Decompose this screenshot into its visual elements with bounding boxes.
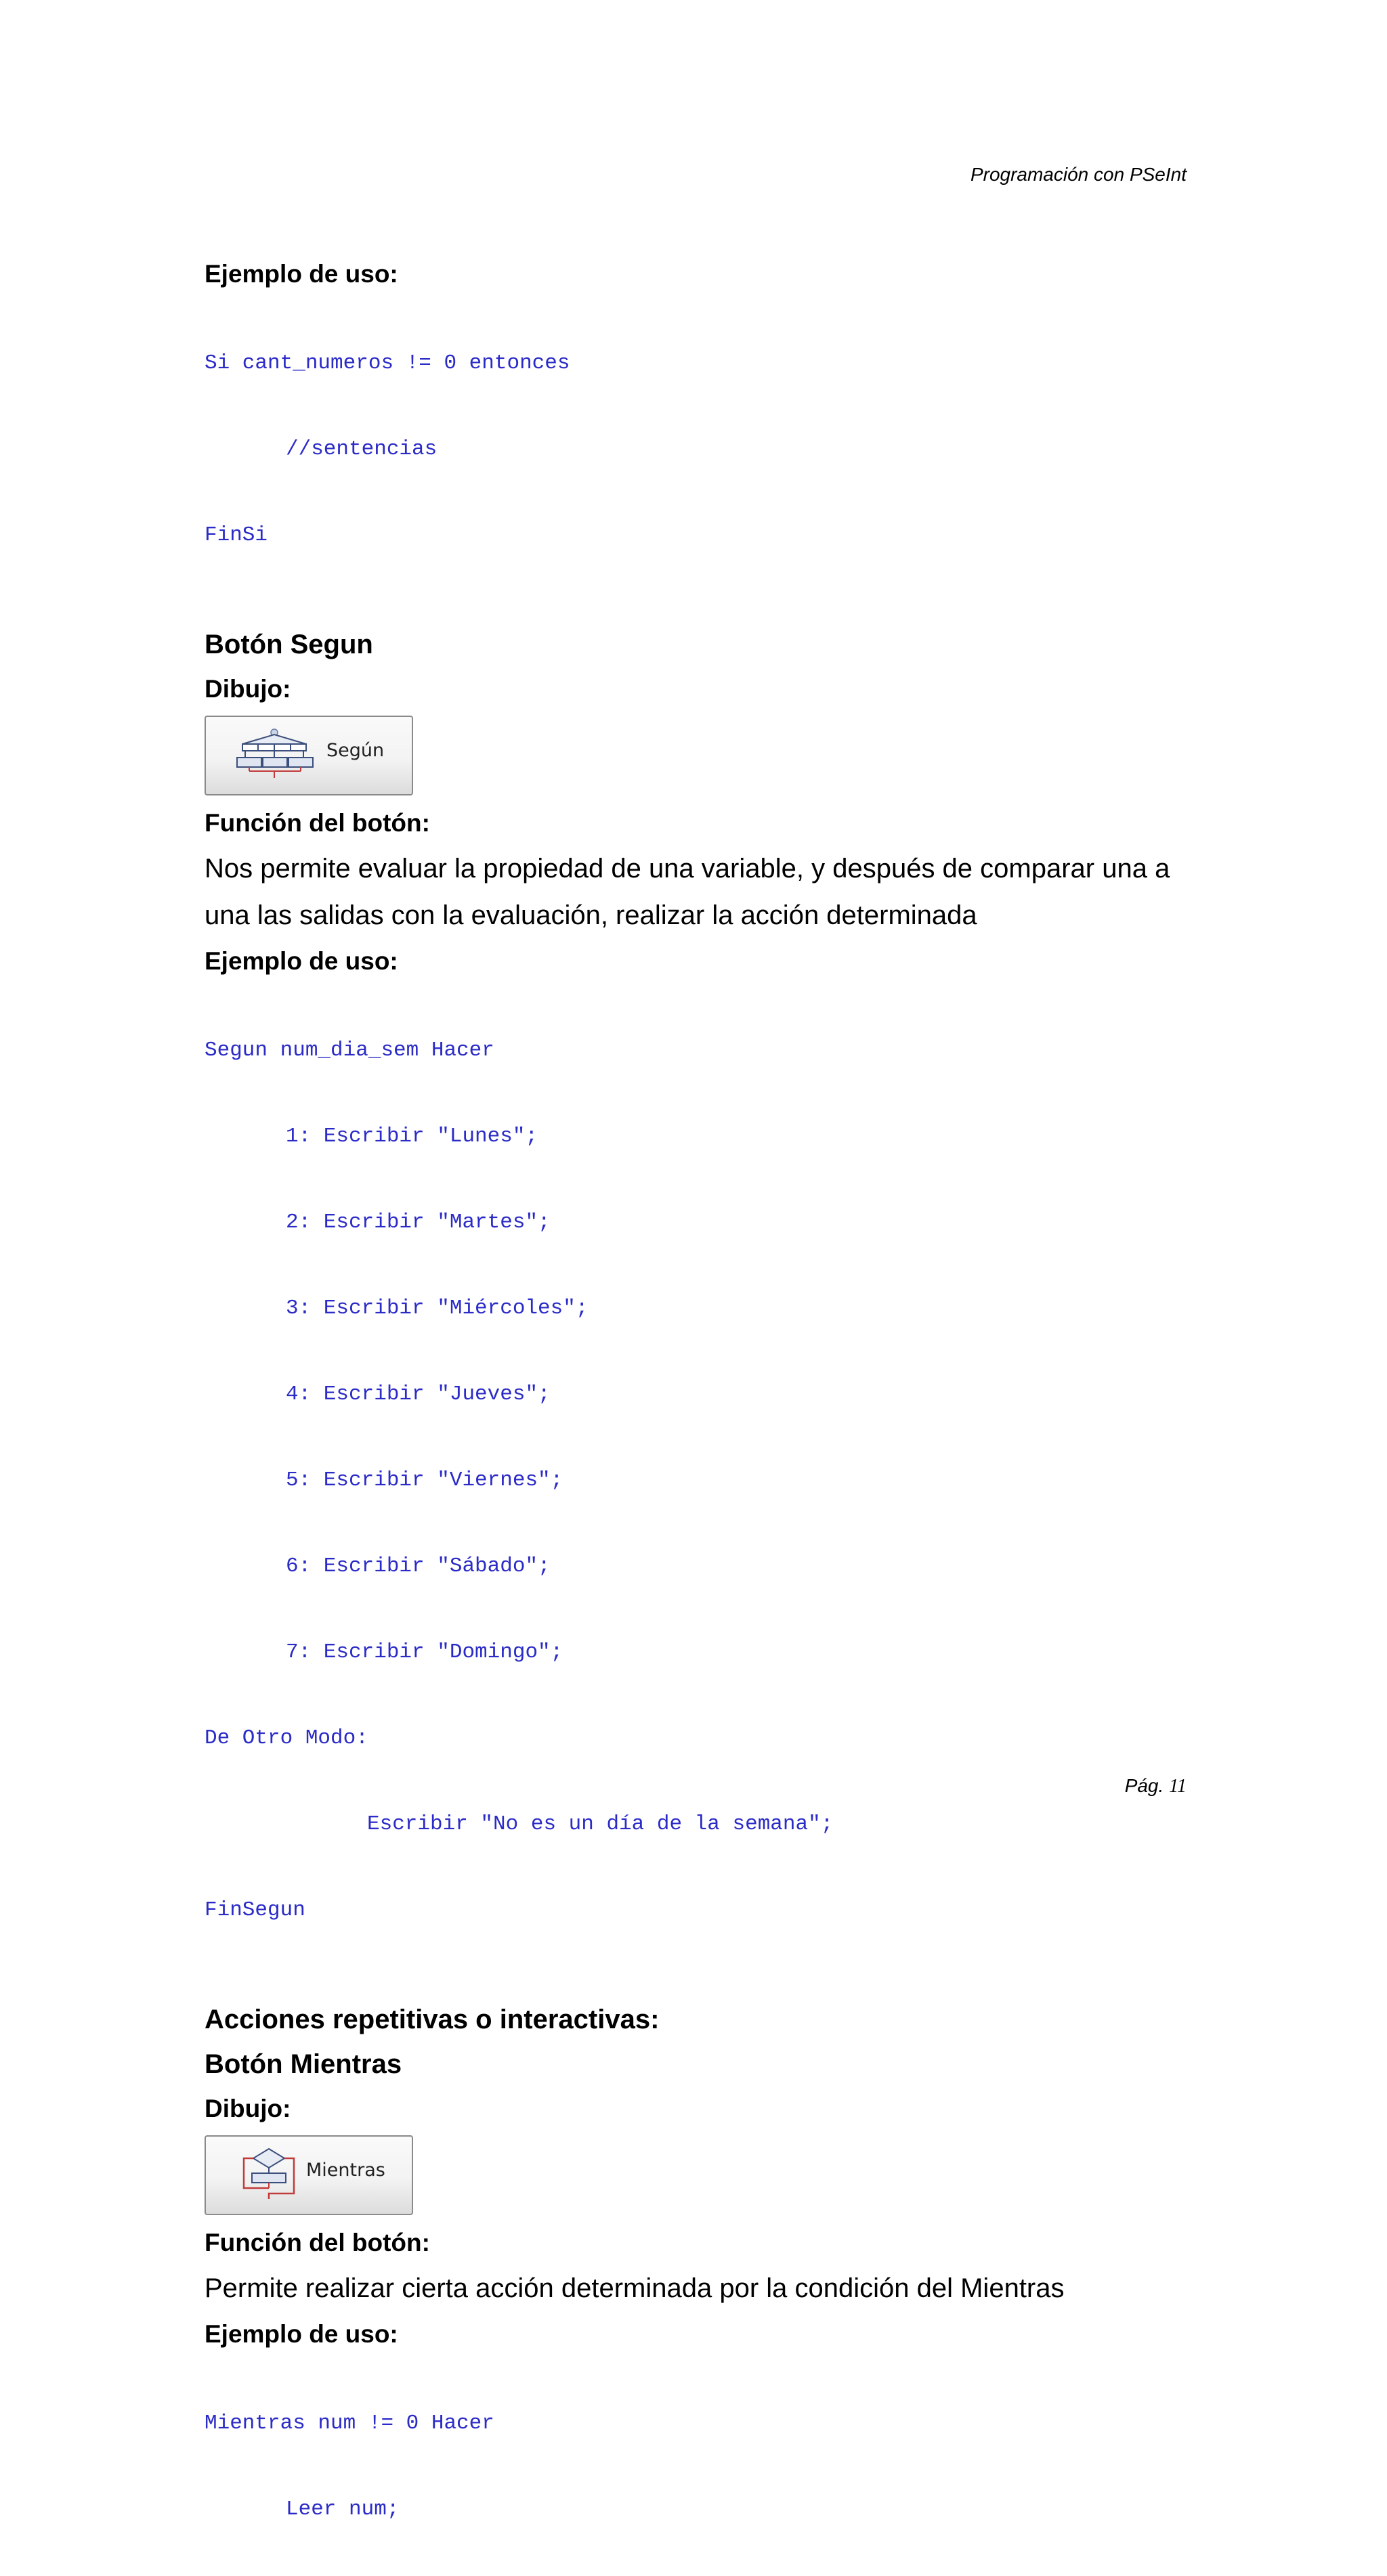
function-heading: Función del botón:	[205, 809, 430, 837]
code-line: Mientras num != 0 Hacer	[205, 2411, 494, 2435]
mientras-button-label: Mientras	[306, 2160, 385, 2181]
example-heading: Ejemplo de uso:	[205, 260, 398, 288]
section-title-segun: Botón Segun	[205, 630, 373, 659]
code-line: 2: Escribir "Martes";	[286, 1210, 551, 1234]
code-line: FinSegun	[205, 1898, 305, 1922]
description-line: Permite realizar cierta acción determinada por la condición del Mientras	[205, 2273, 1065, 2303]
code-line: //sentencias	[286, 437, 438, 461]
code-line: 3: Escribir "Miércoles";	[286, 1296, 589, 1320]
code-block	[205, 2357, 1187, 2576]
switch-structure-icon	[236, 726, 324, 781]
code-line: Escribir "No es un día de la semana";	[367, 1812, 834, 1836]
code-block	[205, 297, 1187, 602]
drawing-label: Dibujo:	[205, 675, 291, 703]
example-heading: Ejemplo de uso:	[205, 947, 398, 975]
page-content	[205, 252, 1187, 2576]
description-line: una las salidas con la evaluación, realizar la acción determinada	[205, 900, 977, 930]
page-number-value: 11	[1169, 1776, 1187, 1797]
code-line: 6: Escribir "Sábado";	[286, 1554, 551, 1578]
while-loop-icon	[238, 2146, 299, 2200]
section-title-repetitive: Acciones repetitivas o interactivas:	[205, 2005, 660, 2034]
drawing-label: Dibujo:	[205, 2095, 291, 2122]
code-line: 1: Escribir "Lunes";	[286, 1125, 538, 1148]
code-block	[205, 984, 1187, 1977]
running-header: Programación con PSeInt	[970, 164, 1187, 185]
example-heading: Ejemplo de uso:	[205, 2320, 398, 2348]
description-line: Nos permite evaluar la propiedad de una variable, y después de comparar una a	[205, 854, 1170, 883]
section-title-mientras: Botón Mientras	[205, 2049, 402, 2079]
code-line: Si cant_numeros != 0 entonces	[205, 351, 570, 375]
code-line: FinSi	[205, 523, 268, 547]
code-line: 7: Escribir "Domingo";	[286, 1640, 563, 1664]
page-prefix: Pág.	[1124, 1775, 1164, 1796]
segun-button[interactable]	[205, 716, 413, 795]
code-line: 4: Escribir "Jueves";	[286, 1382, 551, 1406]
page-number	[1125, 1775, 1187, 1797]
function-heading: Función del botón:	[205, 2229, 430, 2256]
code-line: Segun num_dia_sem Hacer	[205, 1039, 494, 1062]
segun-button-label: Según	[326, 740, 385, 761]
mientras-button[interactable]	[205, 2135, 413, 2215]
code-line: De Otro Modo:	[205, 1726, 368, 1750]
code-line: 5: Escribir "Viernes";	[286, 1468, 563, 1492]
code-line: Leer num;	[286, 2497, 400, 2521]
